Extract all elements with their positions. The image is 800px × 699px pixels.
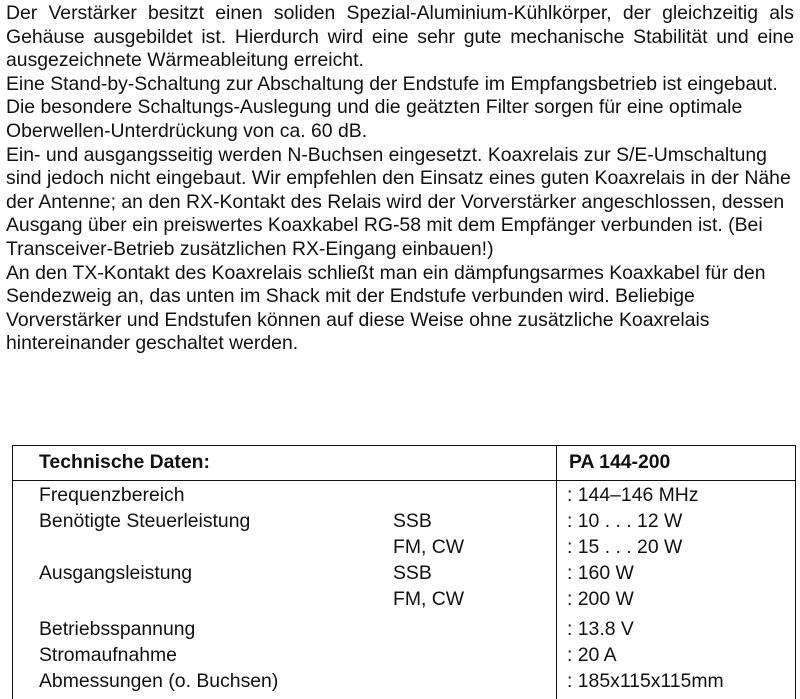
table-row [13,482,795,508]
table-row [13,508,795,534]
mode-label: FM, CW [393,536,465,558]
header-model: PA 144-200 [569,451,671,473]
mode-label: SSB [393,510,432,532]
mode-label: SSB [393,562,432,584]
param-value: : 144–146 MHz [567,484,699,506]
mode-label: FM, CW [393,588,465,610]
paragraph: Der Verstärker besitzt einen soliden Spezial-Aluminium-Kühlkörper, der gleichzeitig als Gehäuse ausgebildet ist. Hierdurch wird eine sehr gute mechanische Stabilität und eine ausgezeichnete Wärmeableitung erreicht. [6,2,794,72]
table-row [13,586,795,612]
param-value: : 15 . . . 20 W [567,536,683,558]
body-text [6,2,794,356]
paragraph: An den TX-Kontakt des Koaxrelais schließt man ein dämpfungsarmes Koaxkabel für den Sendezweig an, das unten im Shack mit der Endstufe verbunden wird. Beliebige Vorverstärker und Endstufen können auf diese Weise ohne zusätzliche Koaxrelais hintereinander geschaltet werden. [6,261,766,355]
table-row [13,560,795,586]
param-label: Stromaufnahme [39,644,177,666]
param-value: : 20 A [567,644,617,666]
param-label: Ausgangsleistung [39,562,193,584]
table-row [13,534,795,560]
table-row [13,642,795,668]
param-value: : 185x115x115mm [567,670,724,692]
param-value: : 10 . . . 12 W [567,510,683,532]
param-label: Abmessungen (o. Buchsen) [39,670,279,692]
param-value: : 13.8 V [567,618,634,640]
paragraph: Eine Stand-by-Schaltung zur Abschaltung der Endstufe im Empfangsbetrieb ist eingebaut. Die besondere Schaltungs-Auslegung und die geätzten Filter sorgen für eine optimale Oberwellen-Unterdrückung von ca. 60 dB. [6,72,778,142]
table-header [13,446,795,481]
param-value: : 200 W [567,588,634,610]
param-label: Benötigte Steuerleistung [39,510,251,532]
header-technical-data: Technische Daten: [39,451,210,473]
technical-data-table [12,445,796,699]
table-row [13,668,795,694]
table-row [13,616,795,642]
param-label: Frequenzbereich [39,484,185,506]
param-value: : 160 W [567,562,634,584]
paragraph: Ein- und ausgangsseitig werden N-Buchsen eingesetzt. Koaxrelais zur S/E-Umschaltung sind jedoch nicht eingebaut. Wir empfehlen den Einsatz eines guten Koaxrelais in der Nähe der Antenne; an den RX-Kontakt des Relais wird der Vorverstärker angeschlossen, dessen Ausgang über ein preiswertes Koaxkabel RG-58 mit dem Empfänger verbunden ist. (Bei Transceiver-Betrieb zusätzlichen RX-Eingang einbauen!) [6,143,791,260]
param-label: Betriebsspannung [39,618,196,640]
